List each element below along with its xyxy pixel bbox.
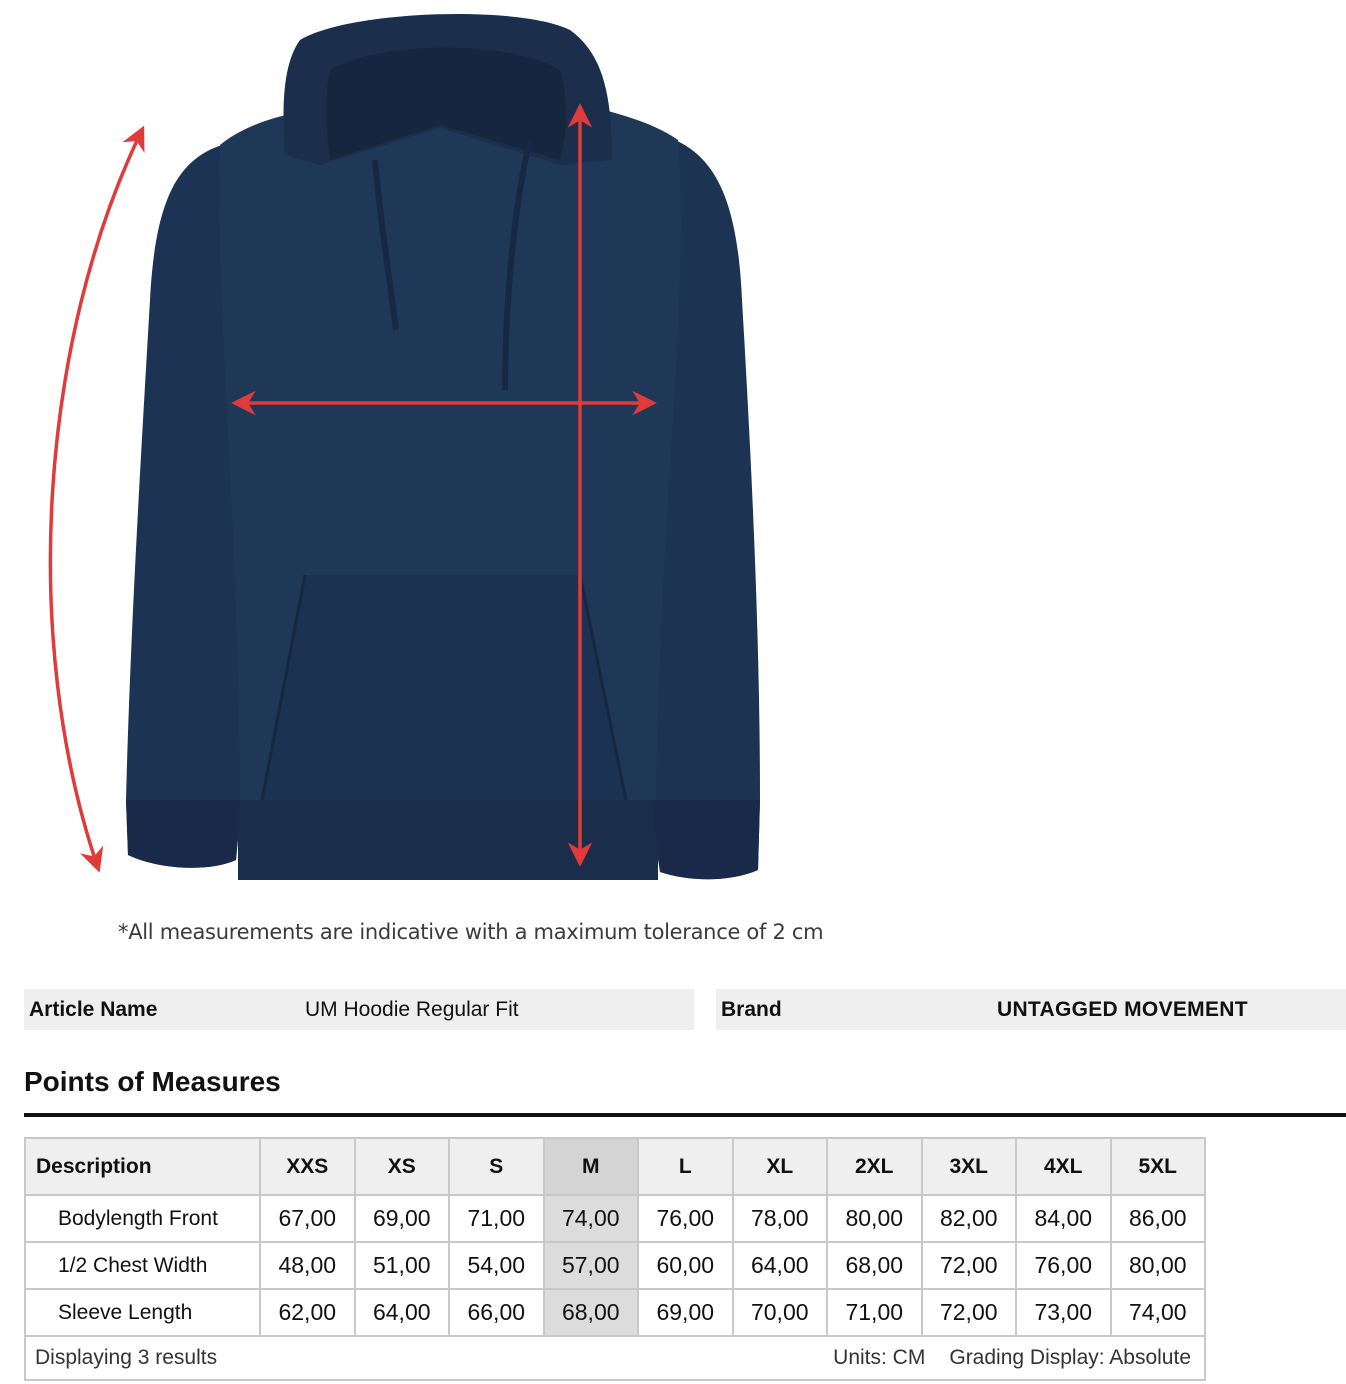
measure-value-s: 66,00 — [449, 1289, 544, 1336]
measure-value-l: 60,00 — [638, 1242, 733, 1289]
size-header-3xl[interactable]: 3XL — [922, 1138, 1017, 1195]
measure-label: Bodylength Front — [25, 1195, 260, 1242]
measure-value-xxs: 48,00 — [260, 1242, 355, 1289]
size-header-4xl[interactable]: 4XL — [1016, 1138, 1111, 1195]
measure-value-2xl: 71,00 — [827, 1289, 922, 1336]
measure-value-xl: 78,00 — [733, 1195, 828, 1242]
points-of-measures-table — [24, 1137, 1206, 1381]
measure-label: 1/2 Chest Width — [25, 1242, 260, 1289]
article-name-value: UM Hoodie Regular Fit — [305, 997, 519, 1021]
measure-value-xl: 70,00 — [733, 1289, 828, 1336]
measure-value-3xl: 82,00 — [922, 1195, 1017, 1242]
measure-label: Sleeve Length — [25, 1289, 260, 1336]
section-title: Points of Measures — [24, 1066, 281, 1097]
article-name-bar — [24, 989, 694, 1030]
measure-value-xs: 69,00 — [355, 1195, 450, 1242]
article-name-label: Article Name — [29, 997, 158, 1021]
tolerance-note: *All measurements are indicative with a maximum tolerance of 2 cm — [118, 920, 824, 944]
size-header-5xl[interactable]: 5XL — [1111, 1138, 1206, 1195]
brand-bar — [716, 989, 1346, 1030]
measure-value-4xl: 76,00 — [1016, 1242, 1111, 1289]
measure-value-xl: 64,00 — [733, 1242, 828, 1289]
results-count: Displaying 3 results — [35, 1346, 218, 1369]
table-footer — [25, 1336, 1205, 1380]
measure-value-l: 69,00 — [638, 1289, 733, 1336]
grading-display-label: Grading Display: Absolute — [949, 1346, 1191, 1369]
size-header-l[interactable]: L — [638, 1138, 733, 1195]
measure-value-xxs: 62,00 — [260, 1289, 355, 1336]
section-divider — [24, 1113, 1346, 1117]
measure-value-m: 68,00 — [544, 1289, 639, 1336]
brand-value: UNTAGGED MOVEMENT — [997, 997, 1248, 1021]
units-label: Units: CM — [833, 1346, 926, 1369]
hoodie-illustration — [0, 0, 900, 900]
measure-value-xxs: 67,00 — [260, 1195, 355, 1242]
table-row — [25, 1242, 1205, 1289]
measure-value-5xl: 80,00 — [1111, 1242, 1206, 1289]
measure-value-xs: 64,00 — [355, 1289, 450, 1336]
size-header-s[interactable]: S — [449, 1138, 544, 1195]
measure-value-4xl: 84,00 — [1016, 1195, 1111, 1242]
measure-value-m: 74,00 — [544, 1195, 639, 1242]
table-row — [25, 1289, 1205, 1336]
table-row — [25, 1195, 1205, 1242]
measure-value-s: 71,00 — [449, 1195, 544, 1242]
measure-value-3xl: 72,00 — [922, 1289, 1017, 1336]
size-header-2xl[interactable]: 2XL — [827, 1138, 922, 1195]
measure-value-xs: 51,00 — [355, 1242, 450, 1289]
measure-value-5xl: 86,00 — [1111, 1195, 1206, 1242]
size-header-xxs[interactable]: XXS — [260, 1138, 355, 1195]
brand-label: Brand — [721, 997, 782, 1021]
measure-value-2xl: 68,00 — [827, 1242, 922, 1289]
measure-value-4xl: 73,00 — [1016, 1289, 1111, 1336]
description-header[interactable]: Description — [25, 1138, 260, 1195]
measure-value-2xl: 80,00 — [827, 1195, 922, 1242]
size-header-xs[interactable]: XS — [355, 1138, 450, 1195]
table-header-row — [25, 1138, 1205, 1195]
measure-value-m: 57,00 — [544, 1242, 639, 1289]
measure-value-l: 76,00 — [638, 1195, 733, 1242]
table-footer-row — [25, 1336, 1205, 1380]
size-header-m[interactable]: M — [544, 1138, 639, 1195]
hoodie-shape — [126, 14, 760, 880]
measure-value-3xl: 72,00 — [922, 1242, 1017, 1289]
measure-value-s: 54,00 — [449, 1242, 544, 1289]
size-header-xl[interactable]: XL — [733, 1138, 828, 1195]
measure-value-5xl: 74,00 — [1111, 1289, 1206, 1336]
